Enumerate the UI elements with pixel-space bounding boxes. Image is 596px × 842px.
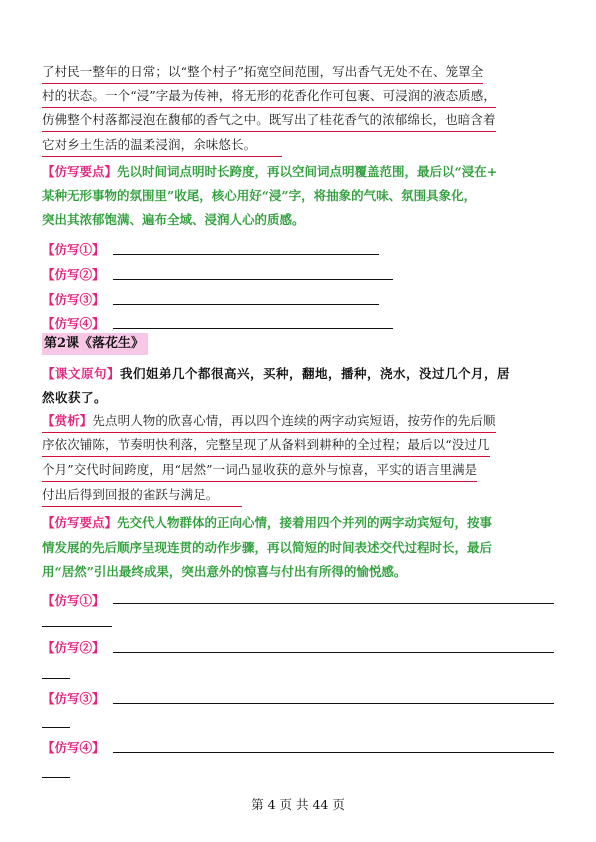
points-text: 情发展的先后顺序呈现连贯的动作步骤，再以简短的时间表述交代过程时长，最后	[42, 540, 493, 555]
points-text: 先交代人物群体的正向心情，接着用四个并列的两字动宾短句，按事	[117, 515, 493, 530]
imitation-points	[42, 515, 492, 531]
exercise-label: 【仿写①】	[42, 242, 105, 257]
original-text: 然收获了。	[42, 390, 108, 405]
answer-blank-continuation[interactable]	[42, 777, 70, 778]
answer-blank[interactable]	[113, 254, 379, 255]
analysis-line: 村的状态。一个“浸”字最为传神，将无形的花香化作可包裹、可浸润的液态质感，	[42, 88, 496, 103]
exercise-label: 【仿写④】	[42, 316, 105, 331]
points-text: 突出其浓郁饱满、遍布全域、浸润人心的质感。	[42, 212, 305, 227]
original-sentence	[42, 364, 510, 382]
points-text: 用“居然”引出最终成果，突出意外的惊喜与付出有所得的愉悦感。	[42, 564, 407, 579]
answer-blank[interactable]	[113, 652, 554, 653]
imitation-points	[42, 164, 497, 180]
answer-blank[interactable]	[113, 703, 554, 704]
exercise-label: 【仿写②】	[42, 640, 105, 655]
points-text: 某种无形事物的氛围里”收尾，核心用好“浸”字，将抽象的气味、氛围具象化，	[42, 188, 477, 203]
appreciation-tag: 【赏析】	[42, 413, 93, 428]
exercise-label: 【仿写④】	[42, 740, 105, 755]
page-footer	[0, 795, 596, 813]
appreciation-line	[42, 413, 496, 429]
answer-blank-continuation[interactable]	[42, 678, 70, 679]
exercise-label: 【仿写③】	[42, 292, 105, 307]
answer-blank[interactable]	[113, 603, 554, 604]
points-tag: 【仿写要点】	[42, 164, 118, 179]
points-tag: 【仿写要点】	[42, 515, 118, 530]
original-text: 我们姐弟几个都很高兴，买种，翻地，播种，浇水，没过几个月，居	[120, 366, 511, 381]
page-number: 第 4 页 共 44 页	[251, 797, 345, 812]
analysis-line: 仿佛整个村落都浸泡在馥郁的香气之中。既写出了桂花香气的浓郁绵长，也暗含着	[42, 112, 496, 127]
original-tag: 【课文原句】	[42, 366, 121, 381]
answer-blank-continuation[interactable]	[42, 727, 70, 728]
answer-blank[interactable]	[113, 279, 393, 280]
analysis-line: 了村民一整年的日常；以“整个村子”拓宽空间范围，写出香气无处不在、笼罩全	[42, 64, 484, 79]
points-text: 先以时间词点明时长跨度，再以空间词点明覆盖范围，最后以“浸在+	[117, 164, 498, 179]
exercise-label: 【仿写①】	[42, 593, 105, 608]
lesson-title: 第2课《落花生》	[42, 333, 148, 355]
exercise-label: 【仿写②】	[42, 267, 105, 282]
answer-blank[interactable]	[113, 304, 379, 305]
appreciation-line: 序依次铺陈，节奏明快利落，完整呈现了从备料到耕种的全过程；最后以“没过几	[42, 437, 490, 452]
answer-blank[interactable]	[113, 752, 554, 753]
appreciation-text: 先点明人物的欣喜心情，再以四个连续的两字动宾短语，按劳作的先后顺	[92, 413, 496, 428]
answer-blank-continuation[interactable]	[42, 626, 112, 627]
appreciation-line: 付出后得到回报的雀跃与满足。	[42, 487, 242, 503]
analysis-line: 它对乡土生活的温柔浸润，余味悠长。	[42, 137, 282, 153]
appreciation-line: 个月”交代时间跨度，用“居然”一词凸显收获的意外与惊喜，平实的语言里满是	[42, 462, 478, 477]
answer-blank[interactable]	[113, 328, 393, 329]
exercise-label: 【仿写③】	[42, 691, 105, 706]
